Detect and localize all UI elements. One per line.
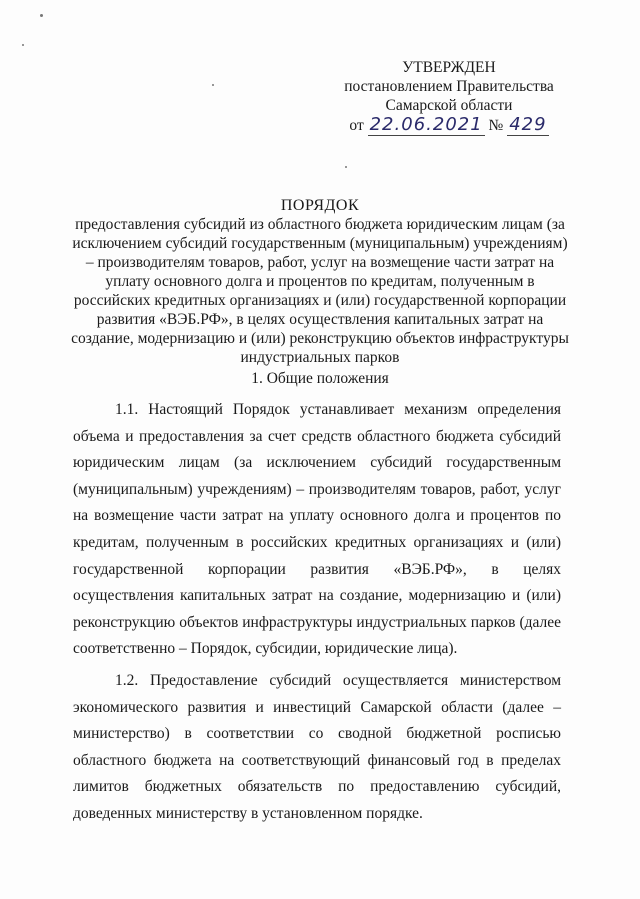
approval-block [330,58,568,135]
title-heading: ПОРЯДОК [280,197,360,214]
scan-speck [345,166,347,168]
number-prefix: № [488,117,504,134]
paragraph-1-2: 1.2. Предоставление субсидий осуществляется министерством экономического развития и инвестиций Самарской области (далее – министерство) в соответствии со сводной бюджетной росписью областного бюджета на соответствующий финансовый год в пределах лимитов бюджетных обязательств по предоставлению субсидий, доведенных министерству в установленном порядке. [73,671,561,822]
scan-speck [212,84,214,86]
handwritten-date: 22.06.2021 [369,114,483,135]
approval-issuer-line1: постановлением Правительства [344,78,554,95]
section-heading: 1. Общие положения [251,370,389,387]
approval-issuer-line2: Самарской области [385,97,513,114]
title-subtitle: предоставления субсидий из областного бюджета юридическим лицам (за исключением субсидий государственным (муниципальным) учреждениям) – производителям товаров, работ, услуг на возмещение части затрат на уплату основного долга и процентов по кредитам, полученным в российских кредитных организациях и (или) государственной корпорации развития «ВЭБ.РФ», в целях осуществления капитальных затрат на создание, модернизацию и (или) реконструкцию объектов инфраструктуры индустриальных парков [71,216,569,366]
document-title [70,196,570,367]
date-prefix: от [349,117,364,134]
paragraph-1-1: 1.1. Настоящий Порядок устанавливает механизм определения объема и предоставления за счет средств областного бюджета субсидий юридическим лицам (за исключением субсидий государственным (муниципальным) учреждениям) – производителям товаров, работ, услуг на возмещение части затрат на уплату основного долга и процентов по кредитам, полученным в российских кредитных организациях и (или) государственной корпорации развития «ВЭБ.РФ», в целях осуществления капитальных затрат на создание, модернизацию и (или) реконструкцию объектов инфраструктуры индустриальных парков (далее соответственно – Порядок, субсидии, юридические лица). [73,401,561,658]
scan-speck [22,44,24,46]
section-body [73,397,561,833]
approval-date-line [330,115,568,135]
handwritten-number: 429 [509,114,547,135]
approval-status: УТВЕРЖДЕН [402,59,496,76]
scan-speck [40,14,43,17]
